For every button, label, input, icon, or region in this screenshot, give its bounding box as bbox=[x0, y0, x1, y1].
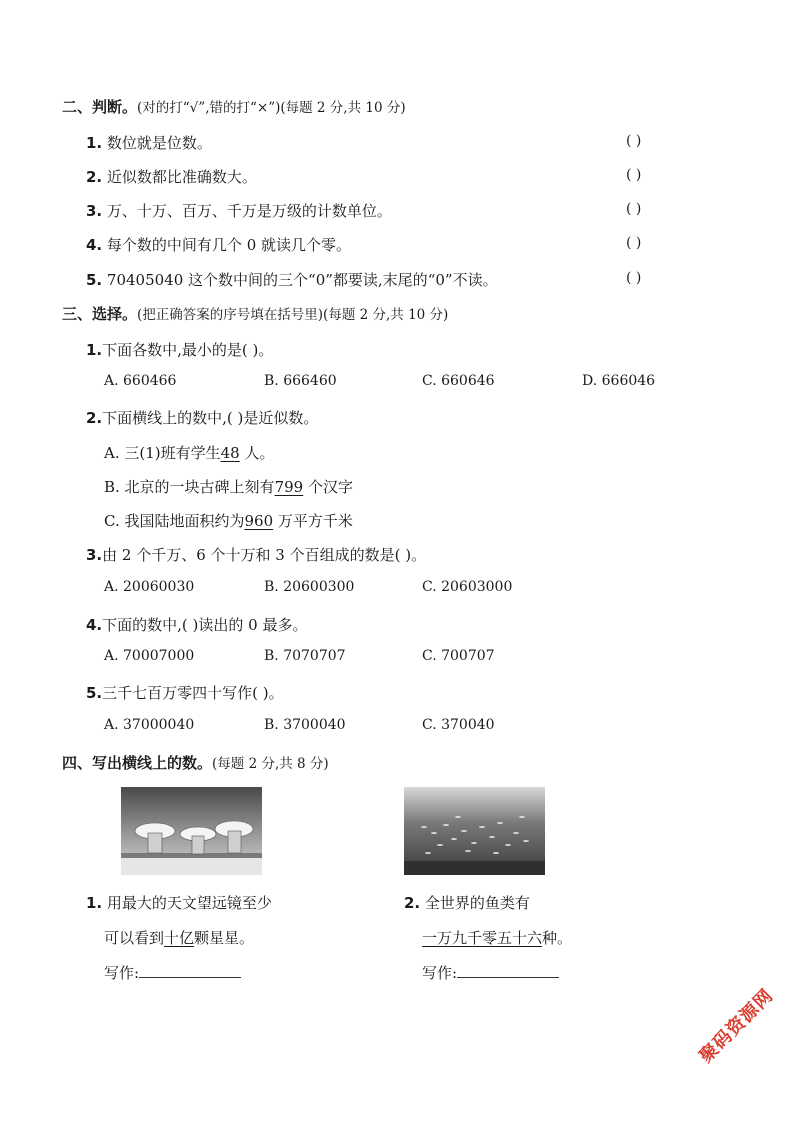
item-text: 数位就是位数。 bbox=[106, 134, 212, 152]
question-text: 用最大的天文望远镜至少 bbox=[106, 894, 272, 912]
option-b[interactable] bbox=[104, 476, 353, 497]
question-text: 下面横线上的数中,( )是近似数。 bbox=[102, 409, 319, 427]
option-b[interactable]: B. 20600300 bbox=[264, 579, 355, 595]
section-4-title: 四、写出横线上的数。 bbox=[62, 754, 213, 772]
section-2-title: 二、判断。 bbox=[62, 98, 138, 116]
write-answer-1 bbox=[104, 962, 241, 983]
telescope-photo bbox=[121, 787, 262, 875]
question-text: 下面的数中,( )读出的 0 最多。 bbox=[102, 616, 308, 634]
option-text: B. 北京的一块古碑上刻有 bbox=[104, 478, 275, 496]
question-text: 下面各数中,最小的是( )。 bbox=[102, 341, 274, 359]
option-text: 万平方千米 bbox=[273, 512, 353, 530]
answer-parentheses[interactable]: ( ) bbox=[626, 167, 642, 183]
judge-item-4 bbox=[86, 234, 351, 255]
item-text: 万、十万、百万、千万是万级的计数单位。 bbox=[106, 202, 392, 220]
judge-item-1 bbox=[86, 132, 212, 153]
option-a[interactable]: A. 20060030 bbox=[104, 579, 195, 595]
option-c[interactable]: C. 370040 bbox=[422, 717, 495, 733]
question-text: 由 2 个千万、6 个十万和 3 个百组成的数是( )。 bbox=[102, 546, 427, 564]
option-c[interactable]: C. 660646 bbox=[422, 373, 495, 389]
section-3-heading bbox=[62, 303, 448, 324]
question-text: 三千七百万零四十写作( )。 bbox=[102, 684, 284, 702]
option-a[interactable] bbox=[104, 442, 275, 463]
write-answer-2 bbox=[422, 962, 559, 983]
choice-question-2 bbox=[86, 407, 318, 428]
section-4-note: (每题 2 分,共 8 分) bbox=[212, 756, 329, 772]
question-text: 种。 bbox=[542, 929, 573, 947]
choice-question-4 bbox=[86, 614, 307, 635]
judge-item-5 bbox=[86, 269, 498, 290]
answer-parentheses[interactable]: ( ) bbox=[626, 270, 642, 286]
answer-parentheses[interactable]: ( ) bbox=[626, 201, 642, 217]
option-b[interactable]: B. 666460 bbox=[264, 373, 337, 389]
item-text: 70405040 这个数中间的三个“0”都要读,末尾的“0”不读。 bbox=[106, 271, 498, 289]
question-number: 2. bbox=[404, 894, 421, 912]
question-text: 可以看到 bbox=[104, 929, 165, 947]
write-question-2-line2 bbox=[422, 927, 572, 948]
option-b[interactable]: B. 3700040 bbox=[264, 717, 346, 733]
watermark: 聚码资源网 bbox=[695, 985, 778, 1068]
item-number: 2. bbox=[86, 168, 103, 186]
question-number: 5. bbox=[86, 684, 103, 702]
fish-photo bbox=[404, 787, 545, 875]
section-2-note: (对的打“√”,错的打“×”)(每题 2 分,共 10 分) bbox=[137, 100, 406, 116]
write-question-2 bbox=[404, 892, 530, 913]
underlined-number: 48 bbox=[220, 444, 240, 462]
section-3-title: 三、选择。 bbox=[62, 305, 138, 323]
write-label: 写作: bbox=[422, 964, 458, 982]
question-text: 颗星星。 bbox=[194, 929, 255, 947]
option-c[interactable] bbox=[104, 510, 353, 531]
item-number: 3. bbox=[86, 202, 103, 220]
question-number: 4. bbox=[86, 616, 103, 634]
answer-parentheses[interactable]: ( ) bbox=[626, 235, 642, 251]
section-3-note: (把正确答案的序号填在括号里)(每题 2 分,共 10 分) bbox=[137, 307, 449, 323]
option-c[interactable]: C. 20603000 bbox=[422, 579, 513, 595]
choice-question-3 bbox=[86, 544, 426, 565]
write-question-1-line2 bbox=[104, 927, 254, 948]
question-number: 1. bbox=[86, 894, 103, 912]
option-a[interactable]: A. 37000040 bbox=[104, 717, 195, 733]
question-number: 1. bbox=[86, 341, 103, 359]
option-c[interactable]: C. 700707 bbox=[422, 648, 495, 664]
answer-parentheses[interactable]: ( ) bbox=[626, 133, 642, 149]
question-number: 3. bbox=[86, 546, 103, 564]
judge-item-2 bbox=[86, 166, 257, 187]
option-text: 人。 bbox=[239, 444, 275, 462]
answer-blank[interactable] bbox=[457, 963, 559, 978]
underlined-number: 960 bbox=[244, 512, 274, 530]
underlined-words: 十亿 bbox=[164, 929, 195, 947]
option-text: A. 三(1)班有学生 bbox=[104, 444, 221, 462]
option-d[interactable]: D. 666046 bbox=[582, 373, 656, 389]
option-text: C. 我国陆地面积约为 bbox=[104, 512, 245, 530]
item-text: 近似数都比准确数大。 bbox=[106, 168, 257, 186]
choice-question-5 bbox=[86, 682, 284, 703]
option-b[interactable]: B. 7070707 bbox=[264, 648, 346, 664]
write-label: 写作: bbox=[104, 964, 140, 982]
underlined-number: 799 bbox=[274, 478, 304, 496]
choice-question-1 bbox=[86, 339, 273, 360]
item-text: 每个数的中间有几个 0 就读几个零。 bbox=[106, 236, 352, 254]
item-number: 4. bbox=[86, 236, 103, 254]
option-a[interactable]: A. 70007000 bbox=[104, 648, 195, 664]
question-text: 全世界的鱼类有 bbox=[424, 894, 530, 912]
write-question-1 bbox=[86, 892, 272, 913]
section-4-heading bbox=[62, 752, 329, 773]
section-2-heading bbox=[62, 96, 406, 117]
answer-blank[interactable] bbox=[139, 963, 241, 978]
item-number: 1. bbox=[86, 134, 103, 152]
question-number: 2. bbox=[86, 409, 103, 427]
item-number: 5. bbox=[86, 271, 103, 289]
option-text: 个汉字 bbox=[303, 478, 353, 496]
underlined-words: 一万九千零五十六 bbox=[422, 929, 543, 947]
option-a[interactable]: A. 660466 bbox=[104, 373, 177, 389]
judge-item-3 bbox=[86, 200, 392, 221]
